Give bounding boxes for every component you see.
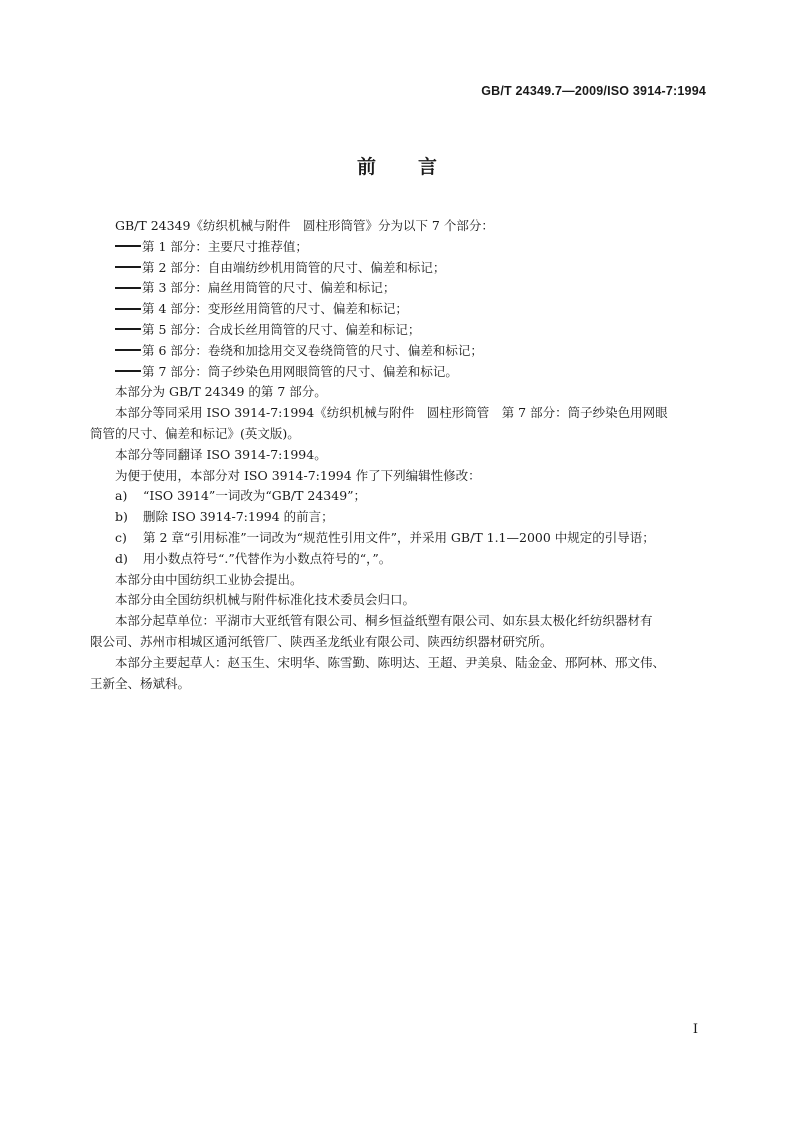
part-list-item <box>90 258 706 279</box>
part-item-text: 第 2 部分：自由端纺纱机用筒管的尺寸、偏差和标记； <box>142 259 446 275</box>
edit-item-label: c) <box>115 529 127 545</box>
title-char-2: 言 <box>418 156 438 178</box>
dash-mark <box>115 245 141 247</box>
drafting-units-paragraph: 本部分起草单位：平湖市大亚纸管有限公司、桐乡恒益纸塑有限公司、如东县太极化纤纺织器材有 <box>115 613 653 629</box>
dash-mark <box>115 287 141 289</box>
part-of-paragraph: 本部分为 GB/T 24349 的第 7 部分。 <box>115 384 327 400</box>
edit-item-text: 删除 ISO 3914-7:1994 的前言； <box>143 509 334 525</box>
part-item-text: 第 4 部分：变形丝用筒管的尺寸、偏差和标记； <box>142 301 408 317</box>
dash-mark <box>115 370 141 372</box>
drafters-paragraph: 本部分主要起草人：赵玉生、宋明华、陈雪勤、陈明达、王超、尹美泉、陆金金、邢阿林、邢文伟、 <box>115 654 666 670</box>
edit-intro-paragraph: 为便于使用，本部分对 ISO 3914-7:1994 作了下列编辑性修改： <box>115 467 481 483</box>
edit-item-text: 用小数点符号“.”代替作为小数点符号的“，”。 <box>143 550 392 566</box>
edit-list-item <box>90 486 706 507</box>
dash-mark <box>115 266 141 268</box>
adoption-paragraph: 本部分等同采用 ISO 3914-7:1994《纺织机械与附件 圆柱形筒管 第 7 部分：筒子纱染色用网眼 <box>115 405 668 421</box>
edit-item-text: “ISO 3914”一词改为“GB/T 24349”； <box>143 488 367 504</box>
part-item-text: 第 5 部分：合成长丝用筒管的尺寸、偏差和标记； <box>142 321 421 337</box>
dash-mark <box>115 328 141 330</box>
part-list-item <box>90 278 706 299</box>
translation-paragraph: 本部分等同翻译 ISO 3914-7:1994。 <box>115 446 327 462</box>
edit-item-label: d) <box>115 550 128 566</box>
dash-mark <box>115 308 141 310</box>
page-title <box>0 152 794 179</box>
part-item-text: 第 7 部分：筒子纱染色用网眼筒管的尺寸、偏差和标记。 <box>142 363 458 379</box>
page-number: I <box>692 1022 698 1037</box>
part-item-text: 第 6 部分：卷绕和加捻用交叉卷绕筒管的尺寸、偏差和标记； <box>142 342 483 358</box>
part-list-item <box>90 362 706 383</box>
centralized-by-paragraph: 本部分由全国纺织机械与附件标准化技术委员会归口。 <box>115 592 416 608</box>
part-item-text: 第 3 部分：扁丝用筒管的尺寸、偏差和标记； <box>142 280 396 296</box>
dash-mark <box>115 349 141 351</box>
title-char-1: 前 <box>356 156 376 178</box>
part-list-item <box>90 320 706 341</box>
drafting-units-paragraph-cont: 限公司、苏州市相城区通河纸管厂、陕西圣龙纸业有限公司、陕西纺织器材研究所。 <box>90 633 553 649</box>
standard-number-header: GB/T 24349.7—2009/ISO 3914-7:1994 <box>481 84 706 98</box>
part-item-text: 第 1 部分：主要尺寸推荐值； <box>142 238 308 254</box>
edit-list-item <box>90 549 706 570</box>
part-list-item <box>90 237 706 258</box>
foreword-body <box>90 216 706 694</box>
adoption-paragraph-cont: 筒管的尺寸、偏差和标记》(英文版)。 <box>90 425 300 441</box>
edit-item-label: b) <box>115 509 128 525</box>
edit-list-item <box>90 528 706 549</box>
part-list-item <box>90 299 706 320</box>
intro-paragraph: GB/T 24349《纺织机械与附件 圆柱形筒管》分为以下 7 个部分： <box>115 218 494 233</box>
proposed-by-paragraph: 本部分由中国纺织工业协会提出。 <box>115 571 303 587</box>
drafters-paragraph-cont: 王新全、杨斌科。 <box>90 675 191 691</box>
edit-item-text: 第 2 章“引用标准”一词改为“规范性引用文件”，并采用 GB/T 1.1—2000 中规定的引导语； <box>143 529 655 545</box>
edit-list-item <box>90 507 706 528</box>
edit-item-label: a) <box>115 488 128 504</box>
part-list-item <box>90 341 706 362</box>
